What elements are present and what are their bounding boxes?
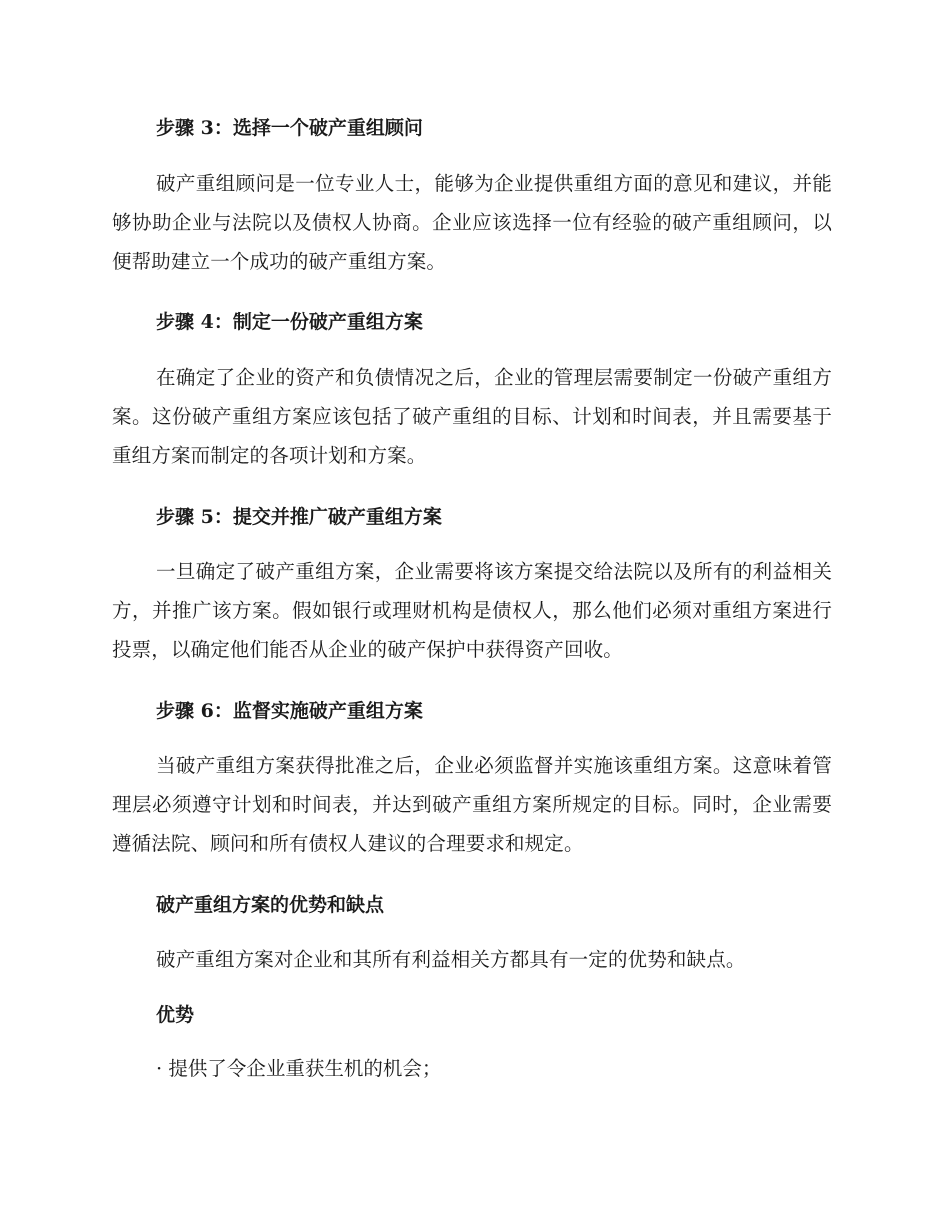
step5-paragraph: 一旦确定了破产重组方案，企业需要将该方案提交给法院以及所有的利益相关方，并推广该方案。假如银行或理财机构是债权人，那么他们必须对重组方案进行投票，以确定他们能否从企业的破产保护中获得资产回收。 bbox=[112, 560, 832, 661]
step4-paragraph: 在确定了企业的资产和负债情况之后，企业的管理层需要制定一份破产重组方案。这份破产重组方案应该包括了破产重组的目标、计划和时间表，并且需要基于重组方案而制定的各项计划和方案。 bbox=[112, 366, 832, 467]
step6-paragraph: 当破产重组方案获得批准之后，企业必须监督并实施该重组方案。这意味着管理层必须遵守计划和时间表，并达到破产重组方案所规定的目标。同时，企业需要遵循法院、顾问和所有债权人建议的合理要求和规定。 bbox=[112, 754, 832, 855]
step5-heading: 步骤 5：提交并推广破产重组方案 bbox=[156, 506, 442, 528]
step3-paragraph: 破产重组顾问是一位专业人士，能够为企业提供重组方面的意见和建议，并能够协助企业与法院以及债权人协商。企业应该选择一位有经验的破产重组顾问，以便帮助建立一个成功的破产重组方案。 bbox=[112, 172, 832, 273]
advantages-heading: 优势 bbox=[156, 1004, 195, 1026]
pros-cons-heading: 破产重组方案的优势和缺点 bbox=[156, 894, 385, 916]
step4-heading: 步骤 4：制定一份破产重组方案 bbox=[156, 311, 423, 333]
pros-cons-paragraph: 破产重组方案对企业和其所有利益相关方都具有一定的优势和缺点。 bbox=[156, 948, 746, 971]
advantages-list-item: · 提供了令企业重获生机的机会； bbox=[156, 1057, 442, 1080]
step6-heading: 步骤 6：监督实施破产重组方案 bbox=[156, 700, 423, 722]
step3-heading: 步骤 3：选择一个破产重组顾问 bbox=[156, 117, 423, 139]
